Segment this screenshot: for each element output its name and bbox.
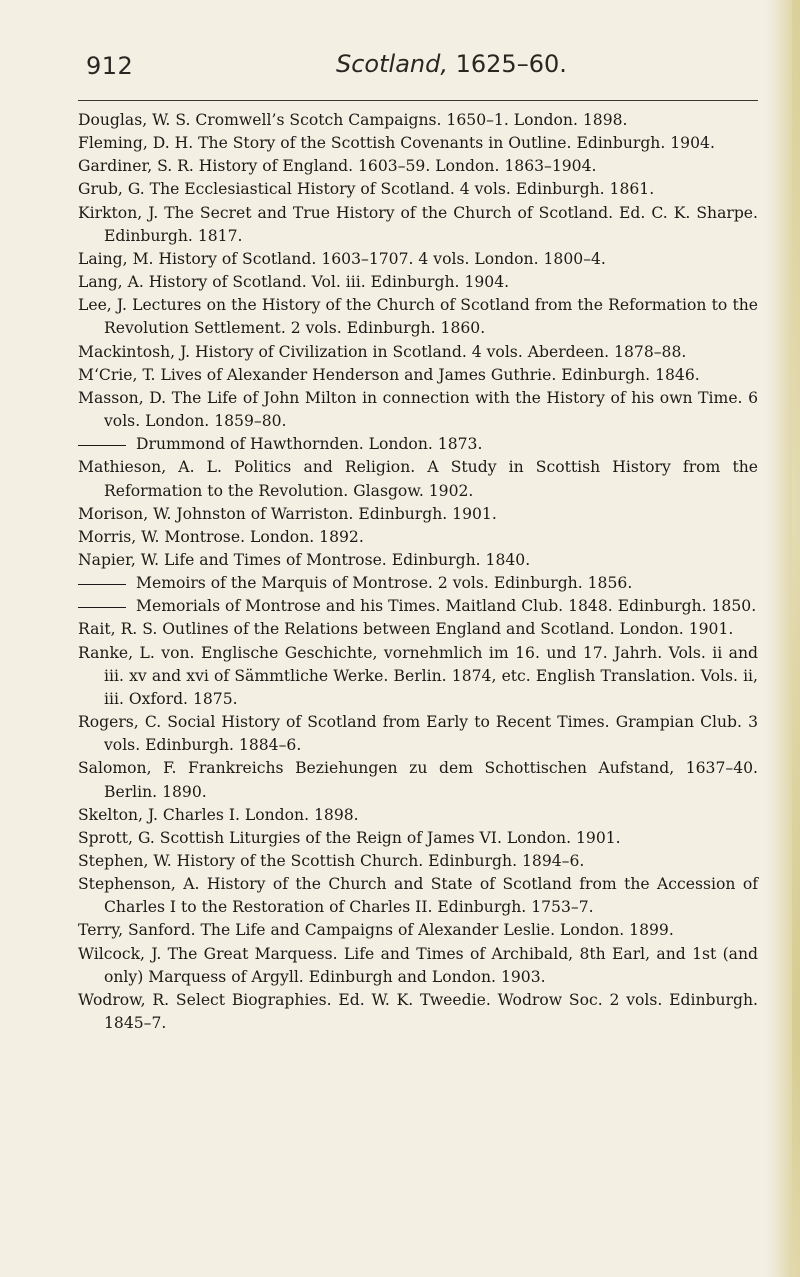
- running-header: [0, 0, 800, 92]
- bibliography-entry: Sprott, G. Scottish Liturgies of the Reign of James VI. London. 1901.: [78, 828, 621, 847]
- bibliography-entry: Morison, W. Johnston of Warriston. Edinburgh. 1901.: [78, 504, 497, 523]
- bibliography-entry: Kirkton, J. The Secret and True History of the Church of Scotland. Ed. C. K. Sharpe. Edinburgh. 1817.: [78, 203, 758, 245]
- bibliography-entry: Laing, M. History of Scotland. 1603–1707. 4 vols. London. 1800–4.: [78, 249, 606, 268]
- bibliography-entry: Mackintosh, J. History of Civilization in Scotland. 4 vols. Aberdeen. 1878–88.: [78, 342, 687, 361]
- bibliography-entry: Skelton, J. Charles I. London. 1898.: [78, 805, 359, 824]
- bibliography-entry: Lee, J. Lectures on the History of the Church of Scotland from the Reformation to the Revolution Settlement. 2 vols. Edinburgh. 1860.: [78, 296, 758, 338]
- ditto-dash: [78, 607, 126, 608]
- bibliography-list: [78, 109, 758, 1035]
- running-title-name: Scotland,: [336, 50, 448, 78]
- bibliography-entry: Mathieson, A. L. Politics and Religion. A Study in Scottish History from the Reformation to the Revolution. Glasgow. 1902.: [78, 458, 758, 500]
- bibliography-entry: Fleming, D. H. The Story of the Scottish Covenants in Outline. Edinburgh. 1904.: [78, 134, 715, 153]
- entry-text: Memoirs of the Marquis of Montrose. 2 vols. Edinburgh. 1856.: [136, 574, 633, 593]
- bibliography-entry: Masson, D. The Life of John Milton in connection with the History of his own Time. 6 vols. London. 1859–80.: [78, 388, 758, 431]
- bibliography-entry: Stephen, W. History of the Scottish Church. Edinburgh. 1894–6.: [78, 852, 585, 870]
- running-title: [336, 50, 567, 78]
- bibliography-entry-ditto: [78, 572, 758, 595]
- ditto-dash: [78, 584, 126, 585]
- bibliography-entry: Stephenson, A. History of the Church and State of Scotland from the Accession of Charles I to the Restoration of Charles II. Edinburgh. 1753–7.: [78, 875, 758, 917]
- bibliography-entry: Wodrow, R. Select Biographies. Ed. W. K. Tweedie. Wodrow Soc. 2 vols. Edinburgh. 1845–7.: [78, 990, 758, 1033]
- running-title-dates: 1625–60.: [455, 50, 567, 78]
- bibliography-entry: Salomon, F. Frankreichs Beziehungen zu dem Schottischen Aufstand, 1637–40. Berlin. 1890.: [78, 759, 758, 801]
- ditto-dash: [78, 445, 126, 446]
- bibliography-entry: Gardiner, S. R. History of England. 1603–59. London. 1863–1904.: [78, 157, 597, 176]
- page-edge: [766, 0, 800, 1277]
- bibliography-entry: Wilcock, J. The Great Marquess. Life and Times of Archibald, 8th Earl, and 1st (and only) Marquess of Argyll. Edinburgh and London. 1903.: [78, 944, 758, 986]
- entry-text: Drummond of Hawthornden. London. 1873.: [136, 435, 483, 454]
- bibliography-entry: Rait, R. S. Outlines of the Relations between England and Scotland. London. 1901.: [78, 620, 734, 639]
- page-number: 912: [86, 52, 134, 80]
- bibliography-entry-ditto: [78, 595, 758, 618]
- bibliography-entry: Ranke, L. von. Englische Geschichte, vornehmlich im 16. und 17. Jahrh. Vols. ii and iii. xv and xvi of Sämmtliche Werke. Berlin. 1874, etc. English Translation. Vols. ii, iii. Oxford. 1875.: [78, 643, 758, 708]
- entry-text: Memorials of Montrose and his Times. Maitland Club. 1848. Edinburgh. 1850.: [136, 597, 757, 616]
- bibliography-entry: Napier, W. Life and Times of Montrose. Edinburgh. 1840.: [78, 550, 531, 569]
- bibliography-entry: Grub, G. The Ecclesiastical History of Scotland. 4 vols. Edinburgh. 1861.: [78, 180, 655, 199]
- bibliography-entry: Morris, W. Montrose. London. 1892.: [78, 527, 364, 546]
- bibliography-entry: M‘Crie, T. Lives of Alexander Henderson and James Guthrie. Edinburgh. 1846.: [78, 365, 700, 384]
- bibliography-entry: Lang, A. History of Scotland. Vol. iii. Edinburgh. 1904.: [78, 273, 510, 292]
- bibliography-entry-ditto: [78, 433, 758, 456]
- bibliography-entry: Rogers, C. Social History of Scotland from Early to Recent Times. Grampian Club. 3 vols. Edinburgh. 1884–6.: [78, 713, 758, 755]
- header-rule: [78, 100, 758, 101]
- bibliography-entry: Douglas, W. S. Cromwell’s Scotch Campaigns. 1650–1. London. 1898.: [78, 111, 628, 129]
- bibliography-entry: Terry, Sanford. The Life and Campaigns of Alexander Leslie. London. 1899.: [78, 921, 674, 940]
